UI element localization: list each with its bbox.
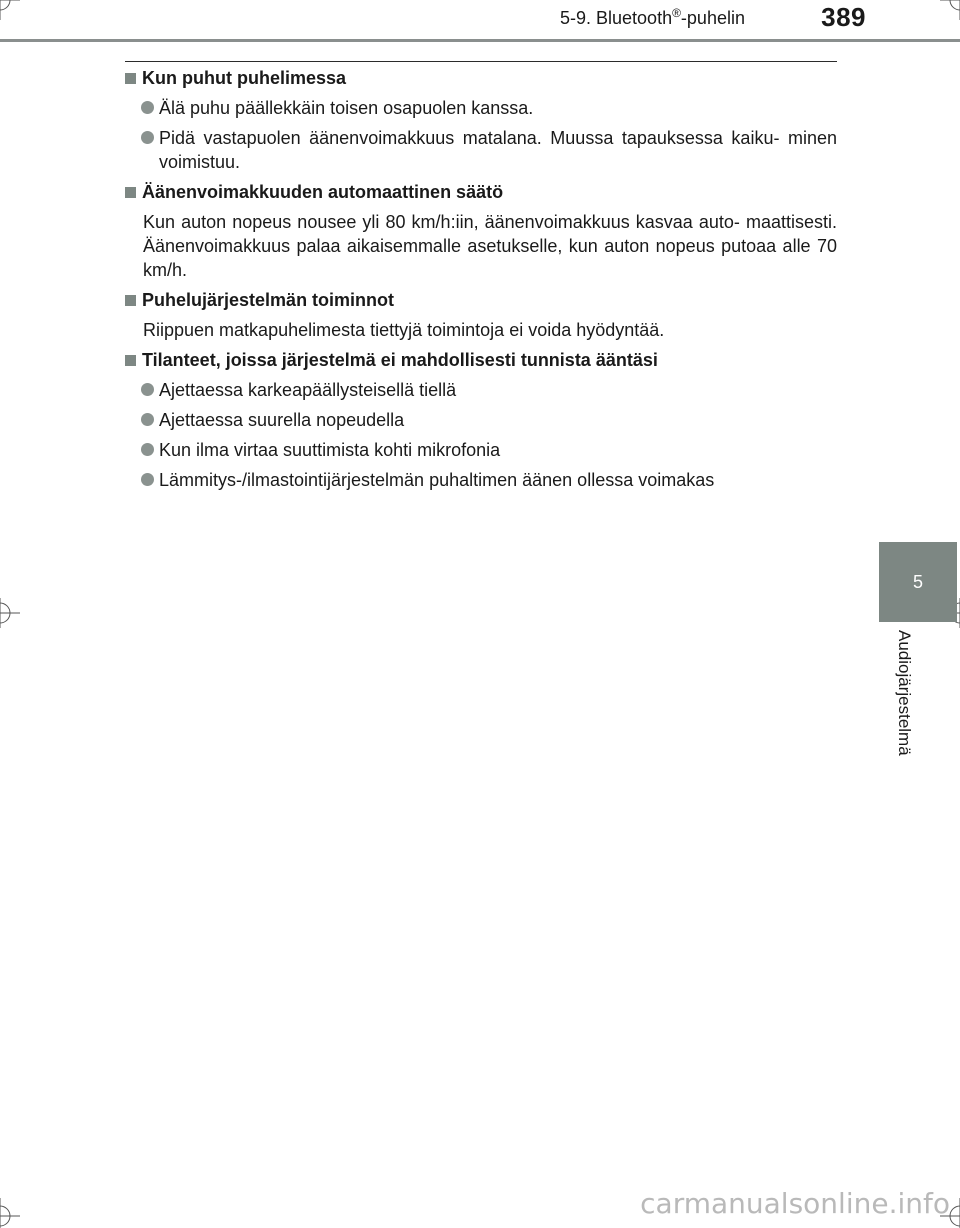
square-bullet-icon — [125, 73, 136, 84]
section-heading-text: Äänenvoimakkuuden automaattinen säätö — [142, 182, 504, 202]
section-heading — [125, 348, 837, 372]
crop-mark-top-left — [0, 0, 20, 20]
dot-bullet-icon — [141, 413, 154, 426]
chapter-suffix: -puhelin — [680, 8, 745, 28]
section-heading — [125, 180, 837, 204]
page-content — [125, 66, 837, 498]
chapter-tab-label: Audiojärjestelmä — [895, 630, 914, 756]
square-bullet-icon — [125, 187, 136, 198]
content-rule — [125, 61, 837, 62]
crop-mark-mid-left — [0, 598, 20, 628]
list-item-text: Älä puhu päällekkäin toisen osapuolen kanssa. — [159, 98, 534, 118]
dot-bullet-icon — [141, 443, 154, 456]
square-bullet-icon — [125, 355, 136, 366]
section-auto-volume — [125, 180, 837, 282]
chapter-tab-number: 5 — [912, 571, 923, 592]
section-call-functions — [125, 288, 837, 342]
section-heading-text: Tilanteet, joissa järjestelmä ei mahdollisesti tunnista ääntäsi — [142, 350, 658, 370]
section-during-call — [125, 66, 837, 174]
crop-mark-top-right — [940, 0, 960, 20]
dot-bullet-icon — [141, 473, 154, 486]
list-item-text: Ajettaessa karkeapäällysteisellä tiellä — [159, 380, 457, 400]
section-heading — [125, 288, 837, 312]
list-item-text: Lämmitys-/ilmastointijärjestelmän puhaltimen äänen ollessa voimakas — [159, 470, 715, 490]
list-item-text: Pidä vastapuolen äänenvoimakkuus matalana. Muussa tapauksessa kaiku- minen voimistuu. — [159, 128, 837, 172]
chapter-tab — [879, 542, 957, 622]
list-item — [141, 468, 837, 492]
list-item — [141, 438, 837, 462]
list-item — [141, 378, 837, 402]
dot-bullet-icon — [141, 383, 154, 396]
section-heading — [125, 66, 837, 90]
registered-mark: ® — [672, 6, 681, 20]
section-heading-text: Puhelujärjestelmän toiminnot — [142, 290, 395, 310]
watermark: carmanualsonline.info — [640, 1187, 950, 1220]
list-item-text: Ajettaessa suurella nopeudella — [159, 410, 405, 430]
list-item — [141, 408, 837, 432]
section-voice-recognition — [125, 348, 837, 492]
chapter-title — [560, 6, 745, 29]
page-number: 389 — [821, 2, 866, 32]
dot-bullet-icon — [141, 101, 154, 114]
section-paragraph: Riippuen matkapuhelimesta tiettyjä toimintoja ei voida hyödyntää. — [143, 320, 665, 340]
chapter-prefix: 5-9. Bluetooth — [560, 8, 673, 28]
section-heading-text: Kun puhut puhelimessa — [142, 68, 347, 88]
list-item — [141, 126, 837, 174]
list-item-text: Kun ilma virtaa suuttimista kohti mikrofonia — [159, 440, 501, 460]
list-item — [141, 96, 837, 120]
dot-bullet-icon — [141, 131, 154, 144]
header-rule — [0, 39, 960, 42]
square-bullet-icon — [125, 295, 136, 306]
section-paragraph: Kun auton nopeus nousee yli 80 km/h:iin, äänenvoimakkuus kasvaa auto- maattisesti. Äänenvoimakkuus palaa aikaisemmalle asetukselle, kun auton nopeus putoaa alle 70 km/h. — [143, 212, 837, 280]
